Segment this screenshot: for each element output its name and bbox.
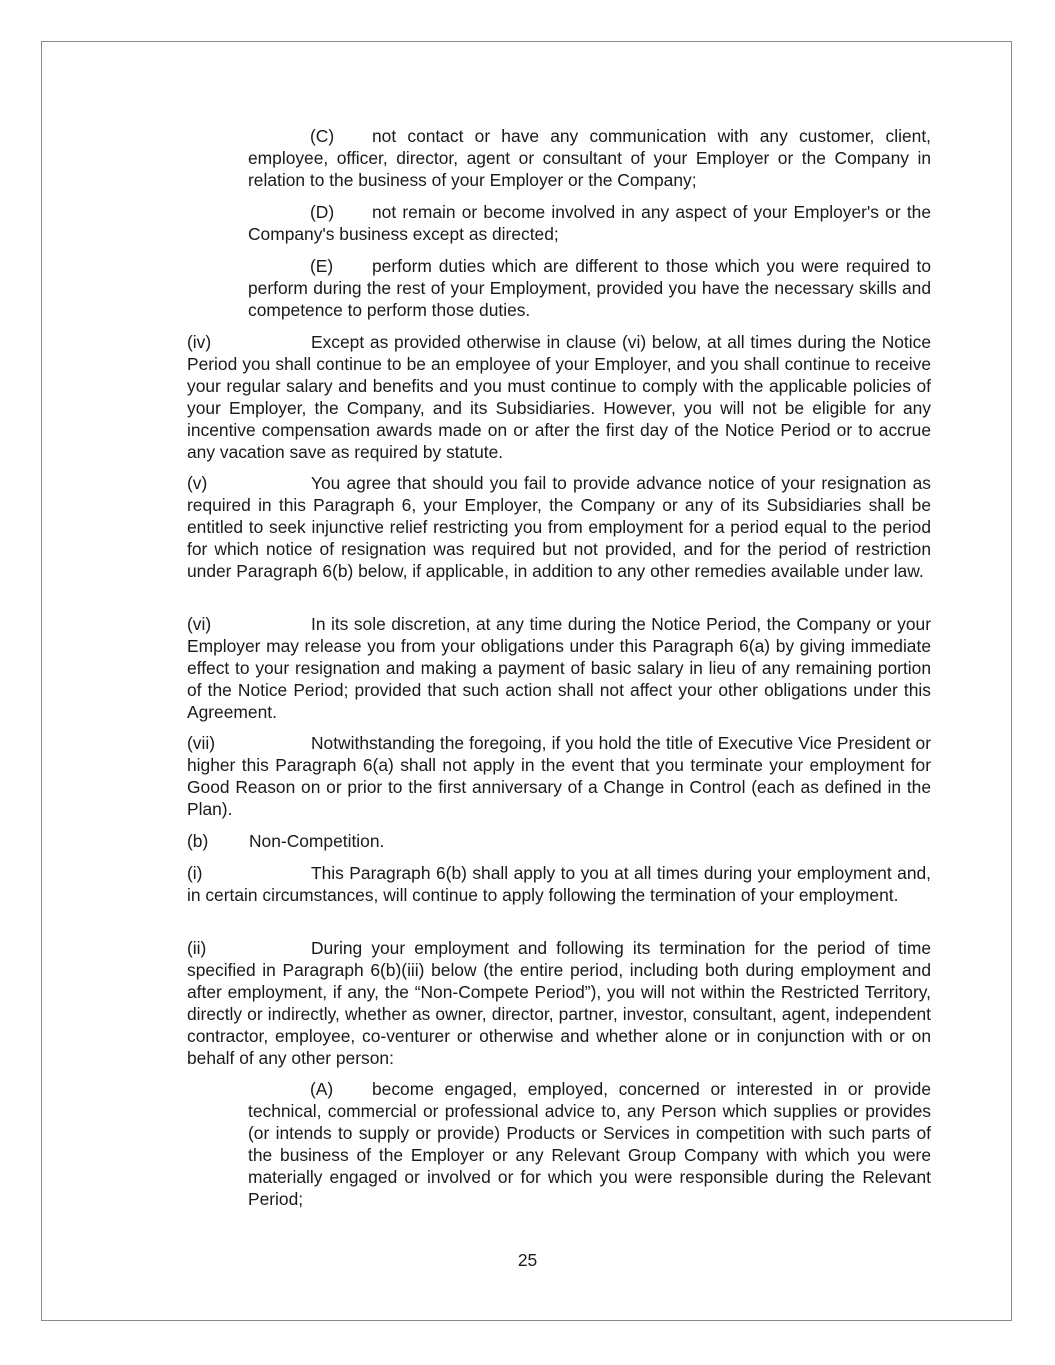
clause-text: You agree that should you fail to provide advance notice of your resignation as required in this Paragraph 6, your Employer, the Company or any of its Subsidiaries shall be entitled to seek injunctive relief restricting you from employment for a period equal to the period for which notice of resignation was required but not provided, and for the period of restriction under Paragraph 6(b) below, if applicable, in addition to any other remedies available under law. — [187, 473, 931, 581]
clause-label: (vii) — [187, 733, 216, 753]
clause-text: not contact or have any communication with any customer, client, employee, officer, director, agent or consultant of your Employer or the Company in relation to the business of your Employer or the Company; — [248, 126, 931, 190]
page-number: 25 — [517, 1250, 538, 1270]
clause-b-i — [187, 863, 931, 907]
clause-label: (i) — [187, 863, 203, 883]
clause-text: not remain or become involved in any aspect of your Employer's or the Company's business except as directed; — [248, 202, 931, 244]
clause-label: (C) — [310, 126, 335, 146]
clause-b-ii — [187, 938, 931, 1069]
clause-label: (E) — [310, 256, 334, 276]
clause-text: Notwithstanding the foregoing, if you hold the title of Executive Vice President or higher this Paragraph 6(a) shall not apply in the event that you terminate your employment for Good Reason on or prior to the first anniversary of a Change in Control (each as defined in the Plan). — [187, 733, 931, 819]
clause-text: In its sole discretion, at any time during the Notice Period, the Company or your Employer may release you from your obligations under this Paragraph 6(a) by giving immediate effect to your resignation and making a payment of basic salary in lieu of any remaining portion of the Notice Period; provided that such action shall not affect your other obligations under this Agreement. — [187, 614, 931, 722]
clause-label: (vi) — [187, 614, 212, 634]
clause-a — [248, 1079, 931, 1210]
clause-label: (iv) — [187, 332, 212, 352]
clause-vi — [187, 614, 931, 724]
clause-label: (ii) — [187, 938, 207, 958]
clause-text: Except as provided otherwise in clause (vi) below, at all times during the Notice Period you shall continue to be an employee of your Employer, and you shall continue to receive your regular salary and benefits and you must continue to comply with the applicable policies of your Employer, the Company, and its Subsidiaries. However, you will not be eligible for any incentive compensation awards made on or after the first day of the Notice Period or to accrue any vacation save as required by statute. — [187, 332, 931, 462]
clause-text: become engaged, employed, concerned or interested in or provide technical, commercial or professional advice to, any Person which supplies or provides (or intends to supply or provide) Products or Services in competition with such parts of the business of the Employer or any Relevant Group Company with which you were materially engaged or involved or for which you were responsible during the Relevant Period; — [248, 1079, 931, 1209]
clause-vii — [187, 733, 931, 821]
document-page — [41, 41, 1012, 1321]
clause-e — [248, 256, 931, 322]
clause-text: perform duties which are different to those which you were required to perform during the rest of your Employment, provided you have the necessary skills and competence to perform those duties. — [248, 256, 931, 320]
section-b-heading — [187, 831, 931, 853]
clause-label: (D) — [310, 202, 335, 222]
clause-text: This Paragraph 6(b) shall apply to you at all times during your employment and, in certain circumstances, will continue to apply following the termination of your employment. — [187, 863, 931, 905]
section-title: Non-Competition. — [249, 831, 385, 851]
clause-c — [248, 126, 931, 192]
clause-label: (v) — [187, 473, 208, 493]
clause-text: During your employment and following its termination for the period of time specified in Paragraph 6(b)(iii) below (the entire period, including both during employment and after employment, if any, the “Non-Compete Period”), you will not within the Restricted Territory, directly or indirectly, whether as owner, director, partner, investor, consultant, agent, independent contractor, employee, co-venturer or otherwise and whether alone or in conjunction with or on behalf of any other person: — [187, 938, 931, 1068]
clause-v — [187, 473, 931, 583]
clause-d — [248, 202, 931, 246]
clause-label: (A) — [310, 1079, 334, 1099]
section-label: (b) — [187, 831, 209, 851]
clause-iv — [187, 332, 931, 463]
